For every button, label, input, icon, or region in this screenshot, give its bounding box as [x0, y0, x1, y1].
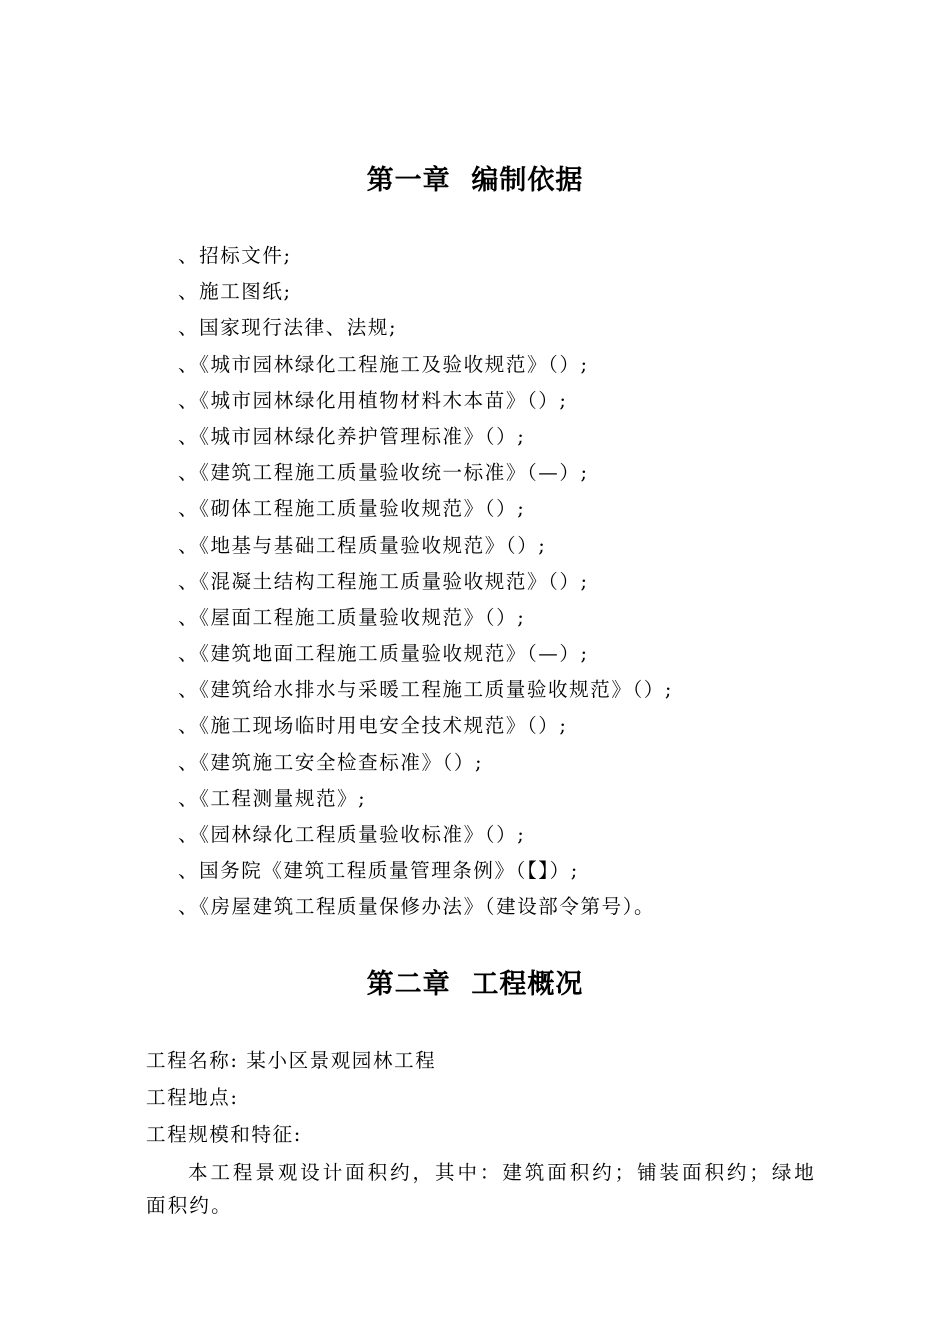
- project-scale-line: 工程规模和特征:: [146, 1123, 302, 1146]
- list-item: 、国家现行法律、法规;: [178, 316, 398, 340]
- list-item: 、《建筑给水排水与采暖工程施工质量验收规范》（）;: [178, 678, 674, 702]
- project-location-line: 工程地点:: [146, 1086, 239, 1109]
- list-item: 、《建筑地面工程施工质量验收规范》（—）;: [178, 642, 589, 666]
- project-overview: [146, 1042, 816, 1222]
- list-item: 、国务院《建筑工程质量管理条例》（【】）;: [178, 859, 579, 883]
- list-item: 、《城市园林绿化养护管理标准》（）;: [178, 424, 526, 448]
- list-item: 、招标文件;: [178, 244, 292, 267]
- list-item: 、《城市园林绿化工程施工及验收规范》（）;: [178, 352, 589, 376]
- list-item: 、《建筑施工安全检查标准》（）;: [178, 750, 484, 774]
- list-item: 、《建筑工程施工质量验收统一标准》（—）;: [178, 461, 589, 485]
- list-item: 、《施工现场临时用电安全技术规范》（）;: [178, 714, 568, 738]
- chapter-1-title: 第一章 编制依据: [366, 165, 584, 196]
- project-name-line: 工程名称: 某小区景观园林工程: [146, 1049, 437, 1072]
- list-item: 、《城市园林绿化用植物材料木本苗》（）;: [178, 388, 568, 412]
- list-item: 、《园林绿化工程质量验收标准》（）;: [178, 823, 526, 846]
- list-item: 、《屋面工程施工质量验收规范》（）;: [178, 605, 526, 629]
- list-item: 、施工图纸;: [178, 280, 292, 304]
- list-item: 、《工程测量规范》;: [178, 786, 367, 810]
- list-item: 、《砌体工程施工质量验收规范》（）;: [178, 497, 526, 521]
- list-item: 、《混凝土结构工程施工质量验收规范》（）;: [178, 569, 589, 593]
- scale-paragraph: 本工程景观设计面积约，其中：建筑面积约；铺装面积约；绿地面积约。: [146, 1161, 816, 1217]
- list-item: 、《房屋建筑工程质量保修办法》（建设部令第号）。: [178, 895, 656, 919]
- chapter-2-title: 第二章 工程概况: [366, 969, 584, 1000]
- list-item: 、《地基与基础工程质量验收规范》（）;: [178, 533, 547, 557]
- basis-list: [178, 238, 673, 926]
